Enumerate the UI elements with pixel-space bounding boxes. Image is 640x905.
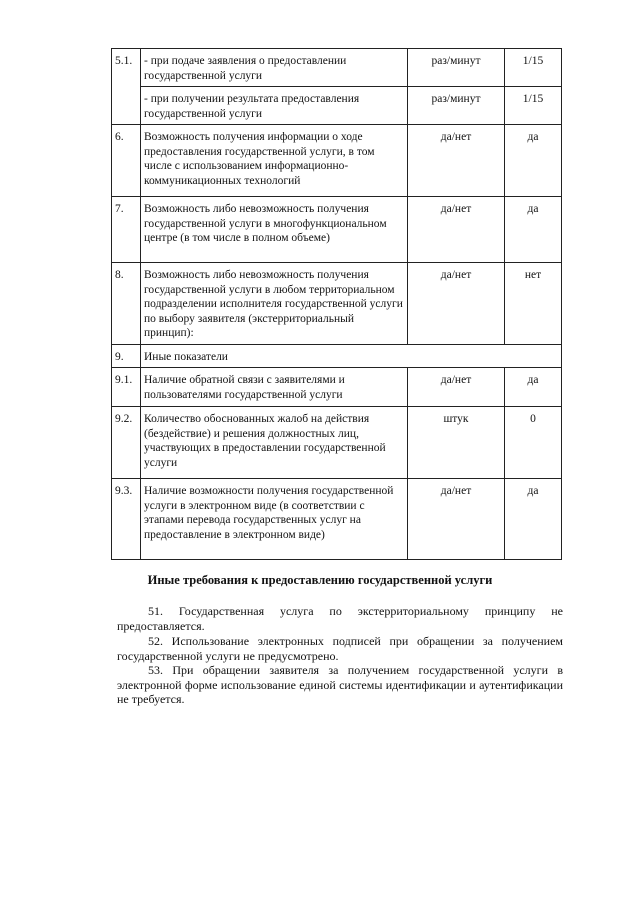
table-row <box>112 263 562 345</box>
row-description: - при подаче заявления о предоставлении государственной услуги <box>141 49 408 87</box>
row-value: 1/15 <box>505 87 562 125</box>
paragraph-53: 53. При обращении заявителя за получением государственной услуги в электронной форме использование единой системы идентификации и аутентификации не требуется. <box>117 663 563 706</box>
row-value: 0 <box>505 407 562 479</box>
row-unit: да/нет <box>408 197 505 263</box>
section-heading: Иные требования к предоставлению государственной услуги <box>147 573 493 587</box>
table-row <box>112 479 562 560</box>
row-number: 8. <box>112 263 141 345</box>
row-value: да <box>505 197 562 263</box>
table-row <box>112 49 562 87</box>
row-unit: да/нет <box>408 368 505 407</box>
row-description: Иные показатели <box>141 344 562 368</box>
row-unit: раз/минут <box>408 87 505 125</box>
paragraph-52: 52. Использование электронных подписей при обращении за получением государственной услуги не предусмотрено. <box>117 634 563 663</box>
row-description: Количество обоснованных жалоб на действия (бездействие) и решения должностных лиц, участвующих в предоставлении государственной услуги <box>141 407 408 479</box>
row-number: 9. <box>112 344 141 368</box>
row-unit: раз/минут <box>408 49 505 87</box>
row-description: - при получении результата предоставления государственной услуги <box>141 87 408 125</box>
row-unit: штук <box>408 407 505 479</box>
table-row <box>112 197 562 263</box>
row-description: Наличие возможности получения государственной услуги в электронном виде (в соответствии с этапами перевода государственных услуг на предоставление в электронном виде) <box>141 479 408 560</box>
row-description: Возможность получения информации о ходе предоставления государственной услуги, в том числе с использованием информационно-коммуникационных технологий <box>141 125 408 197</box>
row-value: 1/15 <box>505 49 562 87</box>
row-value: да <box>505 479 562 560</box>
paragraph-51: 51. Государственная услуга по экстерриториальному принципу не предоставляется. <box>117 604 563 633</box>
row-number: 9.1. <box>112 368 141 407</box>
row-unit: да/нет <box>408 479 505 560</box>
table-row <box>112 407 562 479</box>
row-description: Возможность либо невозможность получения государственной услуги в многофункциональном центре (в том числе в полном объеме) <box>141 197 408 263</box>
row-description: Наличие обратной связи с заявителями и пользователями государственной услуги <box>141 368 408 407</box>
row-number: 7. <box>112 197 141 263</box>
table-row <box>112 87 562 125</box>
row-value: нет <box>505 263 562 345</box>
table-row <box>112 368 562 407</box>
row-unit: да/нет <box>408 125 505 197</box>
row-number: 9.2. <box>112 407 141 479</box>
row-value: да <box>505 125 562 197</box>
table-row <box>112 344 562 368</box>
row-unit: да/нет <box>408 263 505 345</box>
row-number: 9.3. <box>112 479 141 560</box>
row-number: 6. <box>112 125 141 197</box>
row-description: Возможность либо невозможность получения государственной услуги в любом территориальном подразделении исполнителя государственной услуги по выбору заявителя (экстерриториальный принцип): <box>141 263 408 345</box>
row-number: 5.1. <box>112 49 141 125</box>
indicators-table <box>111 48 562 560</box>
row-value: да <box>505 368 562 407</box>
table-row <box>112 125 562 197</box>
